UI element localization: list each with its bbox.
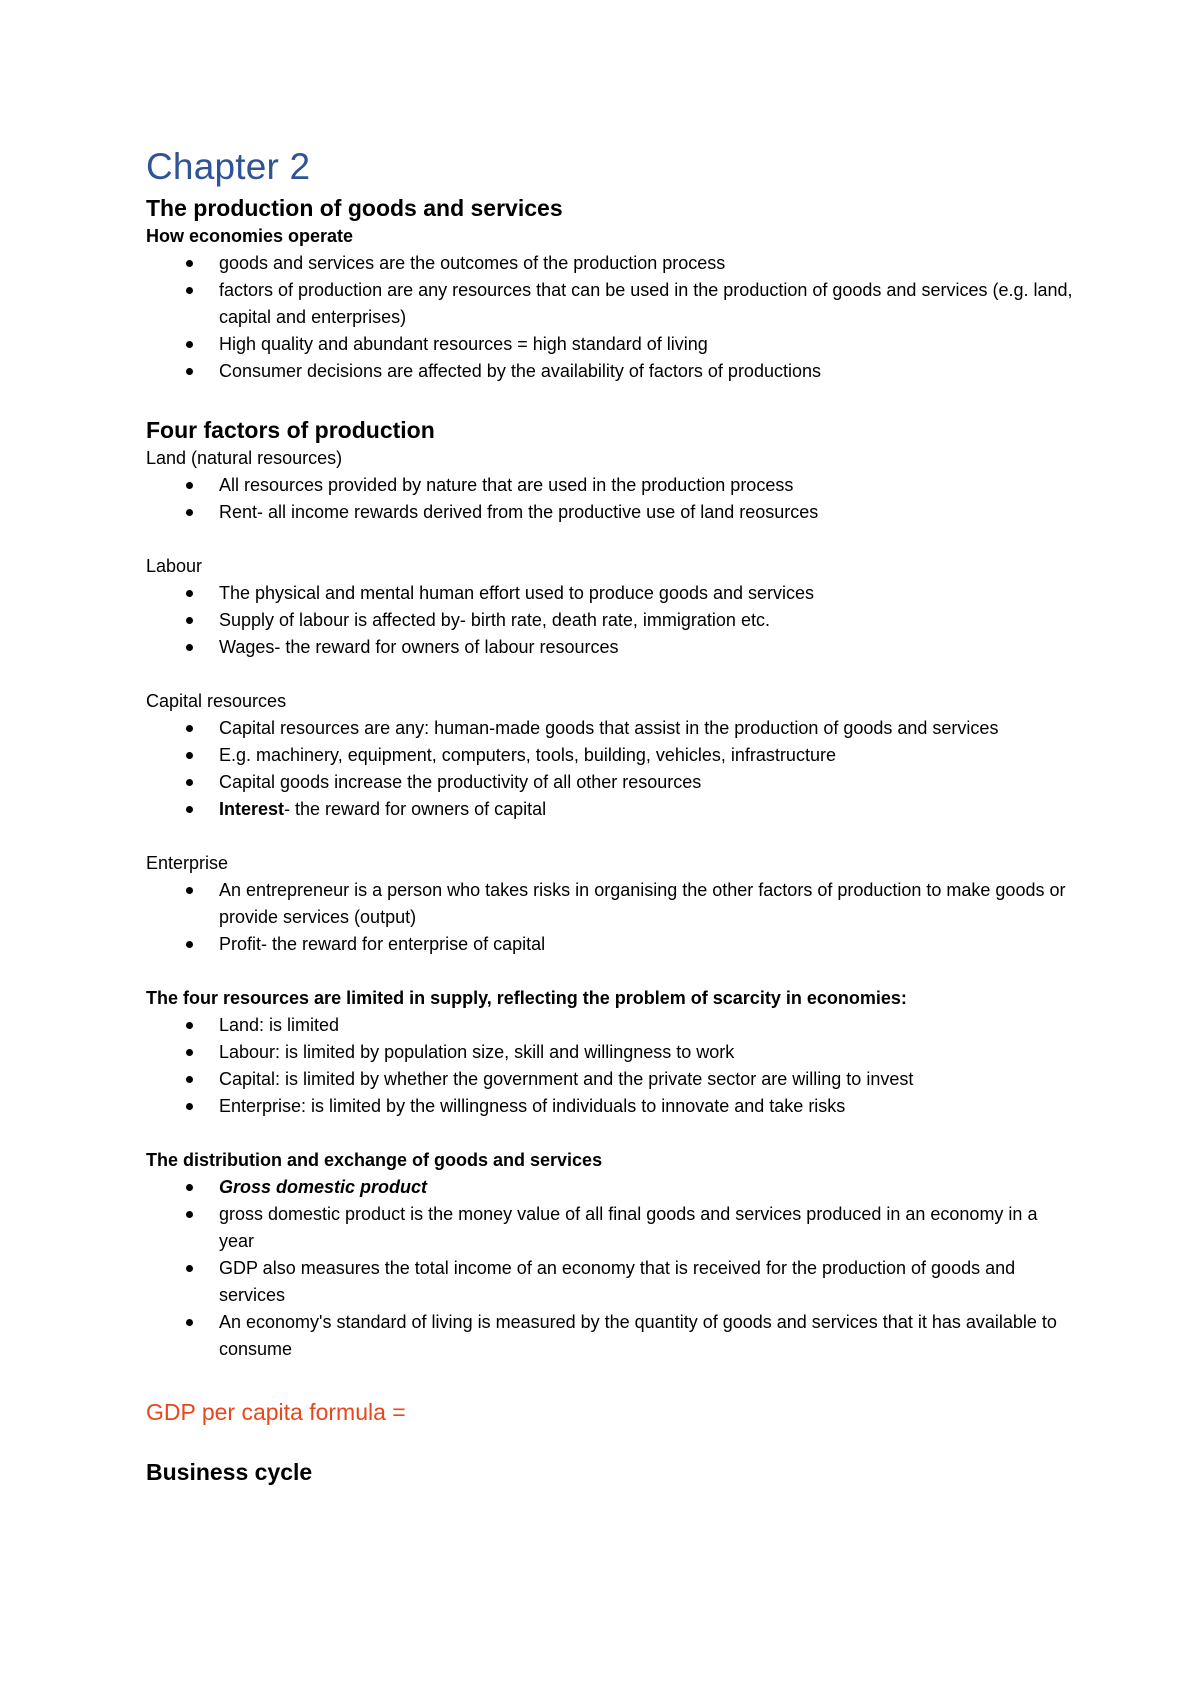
list-item: Profit- the reward for enterprise of capital [146,931,1076,958]
bullet-icon [186,644,193,651]
list-item: The physical and mental human effort used to produce goods and services [146,580,1076,607]
interest-term: Interest [219,799,285,819]
heading-scarcity: The four resources are limited in supply, reflecting the problem of scarcity in economies: [146,988,907,1008]
list-item: Enterprise: is limited by the willingness of individuals to innovate and take risks [146,1093,1076,1120]
bullet-icon [186,887,193,894]
bullet-icon [186,1211,193,1218]
list-item: Labour: is limited by population size, skill and willingness to work [146,1039,1076,1066]
bullet-icon [186,752,193,759]
list-item: gross domestic product is the money value of all final goods and services produced in an economy in a year [146,1201,1076,1255]
list-item: GDP also measures the total income of an economy that is received for the production of goods and services [146,1255,1076,1309]
list-item: High quality and abundant resources = high standard of living [146,331,1076,358]
list-item: E.g. machinery, equipment, computers, tools, building, vehicles, infrastructure [146,742,1076,769]
bullet-list-capital [146,715,1076,823]
bullet-icon [186,617,193,624]
list-item: An entrepreneur is a person who takes risks in organising the other factors of production to make goods or provide services (output) [146,877,1076,931]
list-item: Wages- the reward for owners of labour resources [146,634,1076,661]
bullet-icon [186,1076,193,1083]
bullet-list-economies [146,250,1076,385]
section-heading-four-factors: Four factors of production [146,417,435,443]
bullet-icon [186,1049,193,1056]
list-item: Capital: is limited by whether the government and the private sector are willing to invest [146,1066,1076,1093]
list-item: factors of production are any resources that can be used in the production of goods and services (e.g. land, capital and enterprises) [146,277,1076,331]
spacer [146,823,1076,850]
list-item: goods and services are the outcomes of the production process [146,250,1076,277]
bullet-icon [186,482,193,489]
list-item: An economy's standard of living is measured by the quantity of goods and services that it has available to consume [146,1309,1076,1363]
gdp-formula-heading: GDP per capita formula = [146,1399,406,1425]
list-item: Interest- the reward for owners of capital [146,796,1076,823]
bullet-icon [186,941,193,948]
spacer [146,1120,1076,1147]
list-item: Rent- all income rewards derived from the productive use of land reosurces [146,499,1076,526]
bullet-list-labour [146,580,1076,661]
label-land: Land (natural resources) [146,448,343,468]
section-heading-production: The production of goods and services [146,195,563,221]
bullet-icon [186,1103,193,1110]
heading-distribution-exchange: The distribution and exchange of goods and services [146,1150,603,1170]
bullet-icon [186,1319,193,1326]
bullet-list-scarcity [146,1012,1076,1120]
list-item: Consumer decisions are affected by the availability of factors of productions [146,358,1076,385]
spacer [146,661,1076,688]
bullet-icon [186,1022,193,1029]
bullet-icon [186,725,193,732]
document-page [146,145,1076,1487]
label-capital-resources: Capital resources [146,691,287,711]
list-item: All resources provided by nature that are used in the production process [146,472,1076,499]
bullet-icon [186,368,193,375]
list-item: Capital resources are any: human-made goods that assist in the production of goods and services [146,715,1076,742]
bullet-icon [186,260,193,267]
spacer [146,526,1076,553]
bullet-icon [186,590,193,597]
business-cycle-heading: Business cycle [146,1459,313,1485]
bullet-icon [186,1184,193,1191]
list-item: Capital goods increase the productivity of all other resources [146,769,1076,796]
label-enterprise: Enterprise [146,853,229,873]
gdp-term: Gross domestic product [219,1177,428,1197]
bullet-icon [186,806,193,813]
chapter-title: Chapter 2 [146,146,311,187]
bullet-list-enterprise [146,877,1076,958]
bullet-icon [186,341,193,348]
bullet-list-gdp [146,1174,1076,1363]
bullet-list-land [146,472,1076,526]
subheading-how-economies-operate: How economies operate [146,226,354,246]
list-item: Supply of labour is affected by- birth rate, death rate, immigration etc. [146,607,1076,634]
spacer [146,958,1076,985]
list-item [146,1174,1076,1201]
bullet-icon [186,1265,193,1272]
bullet-icon [186,287,193,294]
list-item: Land: is limited [146,1012,1076,1039]
bullet-icon [186,509,193,516]
label-labour: Labour [146,556,203,576]
bullet-icon [186,779,193,786]
